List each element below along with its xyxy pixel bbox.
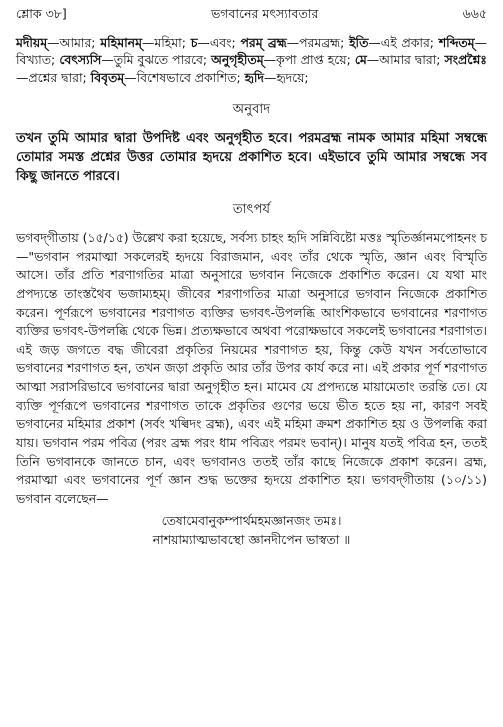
chapter-title: ভগবানের মৎস্যাবতার xyxy=(210,6,319,21)
synonym-item: হৃদি—হৃদয়ে; xyxy=(244,69,309,85)
synonym-item: মে—আমার দ্বারা; xyxy=(354,52,441,68)
synonym-item: সংপ্রশ্নৈঃ—প্রশ্নের দ্বারা; xyxy=(16,52,487,85)
purport-heading: তাৎপর্য xyxy=(232,201,271,217)
synonym-item: মদীয়ম্—আমার; xyxy=(16,35,96,50)
translation-heading: অনুবাদ xyxy=(232,101,271,117)
verse-line: তেষামেবানুকম্পার্থমহমজ্ঞানজং তমঃ। xyxy=(161,512,342,528)
page-header xyxy=(16,6,487,26)
synonym-item: চ—এবং; xyxy=(190,35,236,50)
purport-text: ভগবদ্‌গীতায় (১৫/১৫) উল্লেখ করা হয়েছে, সর্বস্য চাহং হৃদি সন্নিবিষ্টো মত্তঃ স্মৃতির্জ্ঞানমপোহনং চ—"ভগবান পরমাত্মা সকলেরই হৃদয়ে বিরাজমান, এবং তাঁর থেকে স্মৃতি, জ্ঞান এবং বিস্মৃতি আসে। তাঁর প্রতি শরণাগতির মাত্রা অনুসারে ভগবান নিজেকে প্রকাশিত করেন। যে যথা মাং প্রপদ্যন্তে তাংস্তথৈব ভজাম্যহম্। জীবের শরণাগতির মাত্রা অনুসারে ভগবান নিজেকে প্রকাশিত করেন। পূর্ণরূপে ভগবানের শরণাগত ব্যক্তির ভগবৎ-উপলব্ধি আংশিকভাবে ভগবানের শরণাগত ব্যক্তির ভগবৎ-উপলব্ধি থেকে ভিন্ন। প্রত্যক্ষভাবে অথবা পরোক্ষভাবে সকলেই ভগবানের শরণাগত। এই জড় জগতে বদ্ধ জীবেরা প্রকৃতির নিয়মের শরণাগত হয়, কিন্তু কেউ যখন সর্বতোভাবে ভগবানের শরণাগত হন, তখন জড়া প্রকৃতি আর তাঁর উপর কার্য করে না। এই প্রকার পূর্ণ শরণাগত আত্মা সরাসরিভাবে ভগবানের দ্বারা অনুগৃহীত হন। মামেব যে প্রপদ্যন্তে মায়ামেতাং তরন্তি তে। যে ব্যক্তি পূর্ণরূপে ভগবানের শরণাগত তাকে প্রকৃতির গুণের ভয়ে ভীত হতে হয় না, কারণ সবই ভগবানের মহিমার প্রকাশ (সর্বং খল্বিদং ব্রহ্ম), এবং এই মহিমা ক্রমশ প্রকাশিত হয় ও উপলব্ধি করা যায়। ভগবান পরম পবিত্র (পরং ব্রহ্ম পরং ধাম পবিত্রং পরমং ভবান্)। মানুষ যতই পবিত্র হন, ততই তিনি ভগবানকে জানতে চান, এবং ভগবানও ততই তাঁর কাছে নিজেকে প্রকাশ করেন। ব্রহ্ম, পরমাত্মা এবং ভগবানের পূর্ণ জ্ঞান শুদ্ধ ভক্তের হৃদয়ে প্রকাশিত হয়। ভগবদ্‌গীতায় (১০/১১) ভগবান বলেছেন— xyxy=(16,229,487,507)
verse-line: নাশয়াম্যাত্মভাবস্থো জ্ঞানদীপেন ভাস্বতা ॥ xyxy=(152,531,351,547)
translation-text: তখন তুমি আমার দ্বারা উপদিষ্ট এবং অনুগৃহীত হবে। পরমব্রহ্ম নামক আমার মহিমা সম্বন্ধে তোমার সমস্ত প্রশ্নের উত্তর তোমার হৃদয়ে প্রকাশিত হবে। এইভাবে তুমি আমার সম্বন্ধে সব কিছু জানতে পারবে। xyxy=(16,130,487,184)
page-number: ৬৬৫ xyxy=(462,6,487,21)
word-meanings xyxy=(16,34,487,86)
quoted-verse xyxy=(16,511,487,549)
synonym-item: বেৎস্যসি—তুমি বুঝতে পারবে; xyxy=(59,52,208,68)
synonym-item: শব্দিতম্—বিখ্যাত; xyxy=(16,35,487,68)
synonym-item: পরম্ ব্রহ্ম—পরমব্রহ্ম; xyxy=(240,35,345,50)
synonym-item: ইতি—এই প্রকার; xyxy=(349,35,434,50)
synonym-item: অনুগৃহীতম্—কৃপা প্রাপ্ত হয়ে; xyxy=(211,52,351,68)
synonym-item: বিবৃতম্—বিশেষভাবে প্রকাশিত; xyxy=(90,69,241,85)
verse-reference: শ্লোক ৩৮] xyxy=(16,6,67,21)
synonym-item: মহিমানম্—মহিমা; xyxy=(100,35,186,50)
